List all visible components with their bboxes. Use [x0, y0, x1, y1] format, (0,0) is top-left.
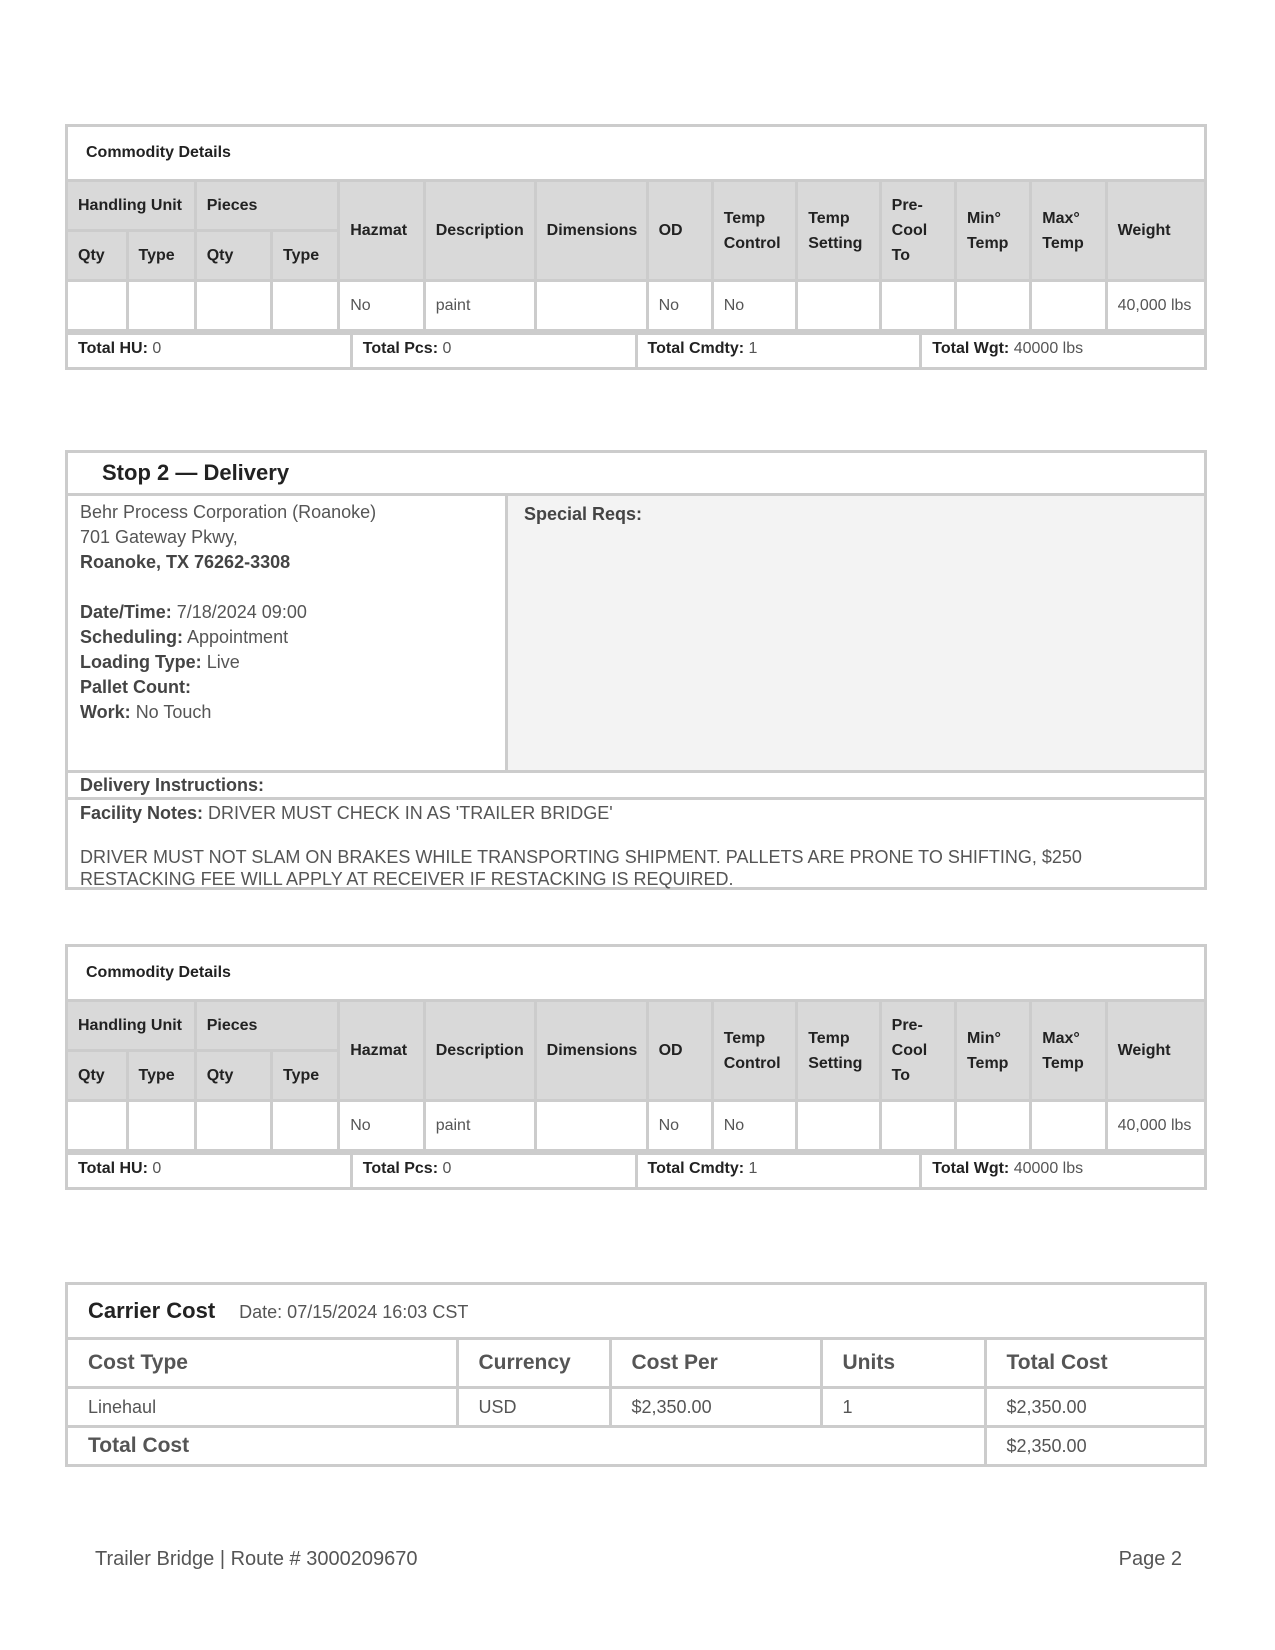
table-row — [68, 1388, 1204, 1427]
commodity-totals — [68, 332, 1204, 367]
temp-setting-cell — [797, 281, 880, 331]
pcs-type-cell — [272, 281, 339, 331]
facility-notes-label: Facility Notes: — [80, 803, 204, 823]
city-state-zip: Roanoke, TX 76262-3308 — [80, 552, 291, 572]
hu-type-cell — [127, 281, 195, 331]
hu-qty-cell — [68, 281, 127, 331]
weight-header: Weight — [1106, 181, 1204, 281]
total-hu — [68, 1155, 350, 1187]
total-pcs-value: 0 — [442, 1160, 452, 1177]
street-address: 701 Gateway Pkwy, — [80, 527, 238, 547]
pcs-qty-cell — [195, 1101, 271, 1151]
pre-cool-to-header: Pre-Cool To — [880, 1001, 955, 1101]
pcs-type-header: Type — [272, 231, 339, 281]
temp-control-cell: No — [712, 281, 796, 331]
max-temp-cell — [1031, 1101, 1106, 1151]
hazmat-cell: No — [339, 281, 424, 331]
od-header: OD — [647, 1001, 712, 1101]
commodity-details-title: Commodity Details — [68, 127, 1204, 181]
total-pcs-value: 0 — [442, 340, 452, 357]
od-cell: No — [647, 281, 712, 331]
commodity-details-table-2 — [65, 944, 1207, 1190]
note-paragraph: DRIVER MUST NOT SLAM ON BRAKES WHILE TRANSPORTING SHIPMENT. PALLETS ARE PRONE TO SHIFTING, $250 RESTACKING FEE WILL APPLY AT RECEIVER IF RESTACKING IS REQUIRED. — [80, 847, 1082, 889]
carrier-cost-table — [65, 1282, 1207, 1467]
scheduling-label: Scheduling: — [80, 627, 183, 647]
temp-control-cell: No — [712, 1101, 796, 1151]
carrier-cost-title: Carrier Cost — [88, 1298, 216, 1323]
description-header: Description — [424, 181, 535, 281]
total-wgt-value: 40000 lbs — [1013, 340, 1084, 357]
commodity-details-table-1 — [65, 124, 1207, 370]
hu-type-header: Type — [127, 231, 195, 281]
stop-2-delivery-section — [65, 450, 1207, 890]
description-cell: paint — [424, 281, 535, 331]
description-cell: paint — [424, 1101, 535, 1151]
description-header: Description — [424, 1001, 535, 1101]
total-hu-value: 0 — [152, 340, 162, 357]
work-label: Work: — [80, 702, 131, 722]
footer-page-number: Page 2 — [1118, 1548, 1182, 1570]
hu-qty-header: Qty — [68, 1051, 127, 1101]
total-cmdty-label: Total Cmdty: — [647, 340, 745, 357]
min-temp-header: Min° Temp — [955, 1001, 1030, 1101]
total-wgt — [919, 1155, 1204, 1187]
handling-unit-header: Handling Unit — [68, 1001, 195, 1051]
weight-header: Weight — [1106, 1001, 1204, 1101]
temp-setting-header: Temp Setting — [797, 181, 880, 281]
pcs-qty-header: Qty — [195, 231, 271, 281]
hazmat-cell: No — [339, 1101, 424, 1151]
od-cell: No — [647, 1101, 712, 1151]
dimensions-header: Dimensions — [535, 181, 647, 281]
datetime-label: Date/Time: — [80, 602, 172, 622]
pcs-type-cell — [272, 1101, 339, 1151]
cost-per-header: Cost Per — [610, 1339, 821, 1388]
special-reqs-label: Special Reqs: — [524, 504, 643, 524]
carrier-cost-header — [68, 1285, 1204, 1339]
cost-per-cell: $2,350.00 — [610, 1388, 821, 1427]
facility-notes — [68, 800, 1204, 887]
pallet-count-label: Pallet Count: — [80, 677, 191, 697]
loading-type-label: Loading Type: — [80, 652, 202, 672]
weight-cell: 40,000 lbs — [1106, 1101, 1204, 1151]
max-temp-header: Max° Temp — [1031, 1001, 1106, 1101]
pallet-count-line — [80, 675, 493, 700]
total-wgt-value: 40000 lbs — [1013, 1160, 1084, 1177]
pcs-qty-cell — [195, 281, 271, 331]
min-temp-cell — [955, 1101, 1030, 1151]
currency-cell: USD — [457, 1388, 610, 1427]
facility-notes-value: DRIVER MUST CHECK IN AS 'TRAILER BRIDGE' — [208, 803, 613, 823]
total-hu-label: Total HU: — [78, 340, 148, 357]
hu-type-cell — [127, 1101, 195, 1151]
min-temp-header: Min° Temp — [955, 181, 1030, 281]
stop-title: Stop 2 — Delivery — [68, 453, 1204, 496]
stop-address-block — [68, 496, 508, 770]
total-pcs — [350, 335, 635, 367]
work-value: No Touch — [135, 702, 212, 722]
total-wgt — [919, 335, 1204, 367]
temp-setting-header: Temp Setting — [797, 1001, 880, 1101]
table-row — [68, 281, 1204, 331]
commodity-details-title: Commodity Details — [68, 947, 1204, 1001]
currency-header: Currency — [457, 1339, 610, 1388]
hu-qty-cell — [68, 1101, 127, 1151]
handling-unit-header: Handling Unit — [68, 181, 195, 231]
total-cmdty-value: 1 — [748, 1160, 758, 1177]
datetime-value: 7/18/2024 09:00 — [176, 602, 307, 622]
total-pcs-label: Total Pcs: — [362, 1160, 439, 1177]
special-reqs-panel — [508, 496, 1204, 770]
pieces-header: Pieces — [195, 181, 339, 231]
total-wgt-label: Total Wgt: — [932, 340, 1010, 357]
temp-control-header: Temp Control — [712, 181, 796, 281]
scheduling-value: Appointment — [187, 627, 289, 647]
loading-type-line — [80, 650, 493, 675]
total-cost-label: Total Cost — [68, 1427, 985, 1465]
total-cost-header: Total Cost — [985, 1339, 1204, 1388]
footer-route: Trailer Bridge | Route # 3000209670 — [95, 1548, 418, 1570]
hazmat-header: Hazmat — [339, 1001, 424, 1101]
commodity-totals — [68, 1152, 1204, 1187]
company-name: Behr Process Corporation (Roanoke) — [80, 502, 377, 522]
pieces-header: Pieces — [195, 1001, 339, 1051]
dimensions-cell — [535, 281, 647, 331]
temp-setting-cell — [797, 1101, 880, 1151]
delivery-instructions-label: Delivery Instructions: — [68, 773, 1204, 800]
total-cmdty — [635, 335, 920, 367]
total-wgt-label: Total Wgt: — [932, 1160, 1010, 1177]
hu-qty-header: Qty — [68, 231, 127, 281]
total-cost-cell: $2,350.00 — [985, 1388, 1204, 1427]
total-hu-value: 0 — [152, 1160, 162, 1177]
pre-cool-to-header: Pre-Cool To — [880, 181, 955, 281]
weight-cell: 40,000 lbs — [1106, 281, 1204, 331]
datetime-line — [80, 600, 493, 625]
total-hu — [68, 335, 350, 367]
min-temp-cell — [955, 281, 1030, 331]
work-line — [80, 700, 493, 725]
total-pcs-label: Total Pcs: — [362, 340, 439, 357]
total-cmdty-label: Total Cmdty: — [647, 1160, 745, 1177]
hu-type-header: Type — [127, 1051, 195, 1101]
od-header: OD — [647, 181, 712, 281]
units-cell: 1 — [821, 1388, 985, 1427]
hazmat-header: Hazmat — [339, 181, 424, 281]
dimensions-header: Dimensions — [535, 1001, 647, 1101]
units-header: Units — [821, 1339, 985, 1388]
total-hu-label: Total HU: — [78, 1160, 148, 1177]
max-temp-cell — [1031, 281, 1106, 331]
temp-control-header: Temp Control — [712, 1001, 796, 1101]
cost-type-header: Cost Type — [68, 1339, 457, 1388]
carrier-cost-date: Date: 07/15/2024 16:03 CST — [239, 1302, 469, 1322]
max-temp-header: Max° Temp — [1031, 181, 1106, 281]
total-pcs — [350, 1155, 635, 1187]
pre-cool-to-cell — [880, 1101, 955, 1151]
scheduling-line — [80, 625, 493, 650]
cost-type-cell: Linehaul — [68, 1388, 457, 1427]
table-row — [68, 1101, 1204, 1151]
pre-cool-to-cell — [880, 281, 955, 331]
dimensions-cell — [535, 1101, 647, 1151]
total-cmdty-value: 1 — [748, 340, 758, 357]
pcs-type-header: Type — [272, 1051, 339, 1101]
total-cost-value: $2,350.00 — [985, 1427, 1204, 1465]
total-cmdty — [635, 1155, 920, 1187]
loading-type-value: Live — [206, 652, 240, 672]
pcs-qty-header: Qty — [195, 1051, 271, 1101]
